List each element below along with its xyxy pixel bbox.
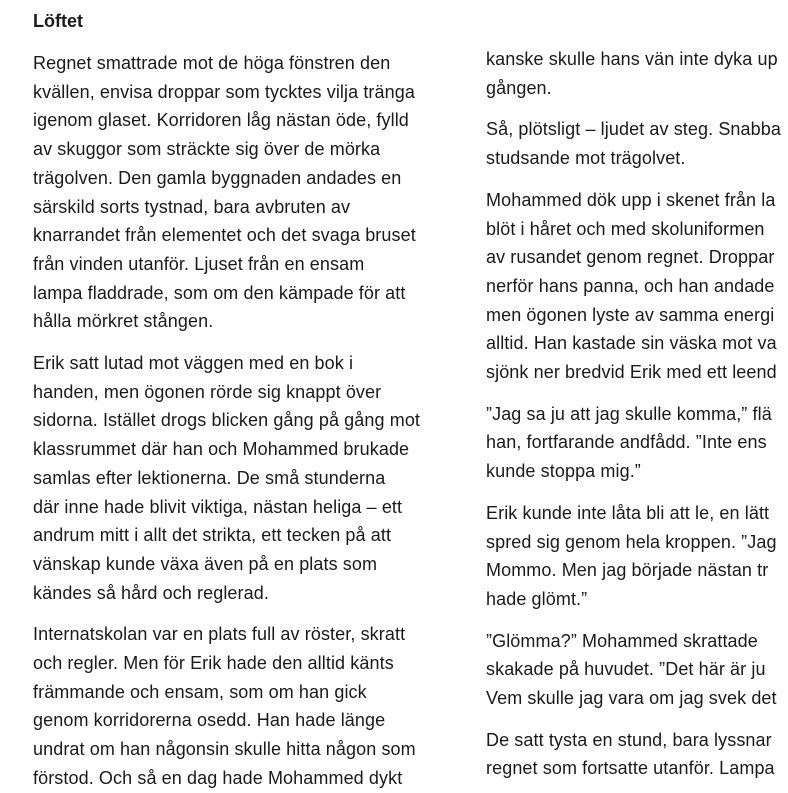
text-line: han, fortfarande andfådd. ”Inte ens [486, 432, 767, 453]
text-line: sidorna. Istället drogs blicken gång på gång mot [33, 410, 421, 431]
text-line: kvällen, envisa droppar som tycktes vilja tränga [33, 81, 415, 102]
paragraph [33, 49, 453, 336]
text-line: från vinden utanför. Ljuset från en ensam [33, 253, 365, 274]
text-line: kunde stoppa mig.” [486, 461, 641, 482]
text-line: blöt i håret och med skoluniformen [486, 218, 765, 239]
text-line: Internatskolan var en plats full av röster, skratt [33, 624, 406, 645]
text-line: förstod. Och så en dag hade Mohammed dykt [33, 767, 403, 788]
text-line: av rusandet genom regnet. Droppar [486, 247, 775, 268]
text-line: Mohammed dök upp i skenet från la [486, 189, 776, 210]
text-line: Erik satt lutad mot väggen med en bok i [33, 353, 354, 374]
text-line: hade glömt.” [486, 588, 588, 609]
text-line: igenom glaset. Korridoren låg nästan öde, fylld [33, 110, 409, 131]
text-line: undrat om han någonsin skulle hitta någon som [33, 739, 416, 760]
paragraph [33, 349, 453, 607]
text-line: regnet som fortsatte utanför. Lampa [486, 758, 775, 779]
text-line: Vem skulle jag vara om jag svek det [486, 688, 777, 709]
paragraph [486, 186, 788, 387]
left-column [33, 49, 453, 793]
text-line: sjönk ner bredvid Erik med ett leend [486, 362, 777, 383]
paragraph [486, 499, 788, 614]
text-line: skakade på huvudet. ”Det här är ju [486, 659, 766, 680]
text-line: av skuggor som sträckte sig över de mörka [33, 139, 381, 160]
text-line: och regler. Men för Erik hade den alltid känts [33, 653, 394, 674]
paragraph [486, 726, 788, 783]
text-line: knarrandet från elementet och det svaga bruset [33, 225, 416, 246]
text-line: främmande och ensam, som om han gick [33, 681, 367, 702]
text-line: spred sig genom hela kroppen. ”Jag [486, 531, 777, 552]
text-line: samlas efter lektionerna. De små stunderna [33, 467, 386, 488]
text-line: studsande mot trägolvet. [486, 148, 686, 169]
text-line: lampa fladdrade, som om den kämpade för att [33, 282, 406, 303]
text-line: Regnet smattrade mot de höga fönstren den [33, 53, 391, 73]
paragraph [486, 400, 788, 486]
text-line: Mommo. Men jag började nästan tr [486, 560, 769, 581]
text-line: särskild sorts tystnad, bara avbruten av [33, 196, 351, 217]
text-line: trägolven. Den gamla byggnaden andades en [33, 167, 402, 188]
paragraph [33, 620, 453, 792]
text-line: klassrummet där han och Mohammed brukade [33, 439, 410, 460]
text-line: alltid. Han kastade sin väska mot va [486, 333, 777, 354]
paragraph [486, 627, 788, 713]
text-line: men ögonen lyste av samma energi [486, 304, 775, 325]
text-line: Så, plötsligt – ljudet av steg. Snabba [486, 119, 781, 140]
text-line: gången. [486, 77, 552, 98]
document-title: Löftet [33, 11, 83, 31]
text-line: kanske skulle hans vän inte dyka up [486, 49, 778, 69]
text-line: där inne hade blivit viktiga, nästan heliga – ett [33, 496, 403, 517]
text-line: nerför hans panna, och han andade [486, 275, 775, 296]
text-line: genom korridorerna osedd. Han hade länge [33, 710, 386, 731]
text-line: ”Glömma?” Mohammed skrattade [486, 630, 758, 651]
text-line: ”Jag sa ju att jag skulle komma,” flä [486, 403, 772, 424]
right-column [486, 45, 788, 793]
text-line: vänskap kunde växa även på en plats som [33, 553, 378, 574]
paragraph [486, 45, 788, 102]
text-line: kändes så hård och reglerad. [33, 582, 269, 603]
text-line: andrum mitt i allt det strikta, ett tecken på att [33, 525, 392, 546]
text-line: hålla mörkret stången. [33, 311, 214, 332]
text-line: Erik kunde inte låta bli att le, en lätt [486, 502, 770, 523]
text-line: handen, men ögonen rörde sig knappt över [33, 381, 382, 402]
text-line: De satt tysta en stund, bara lyssnar [486, 729, 772, 750]
paragraph [486, 115, 788, 172]
